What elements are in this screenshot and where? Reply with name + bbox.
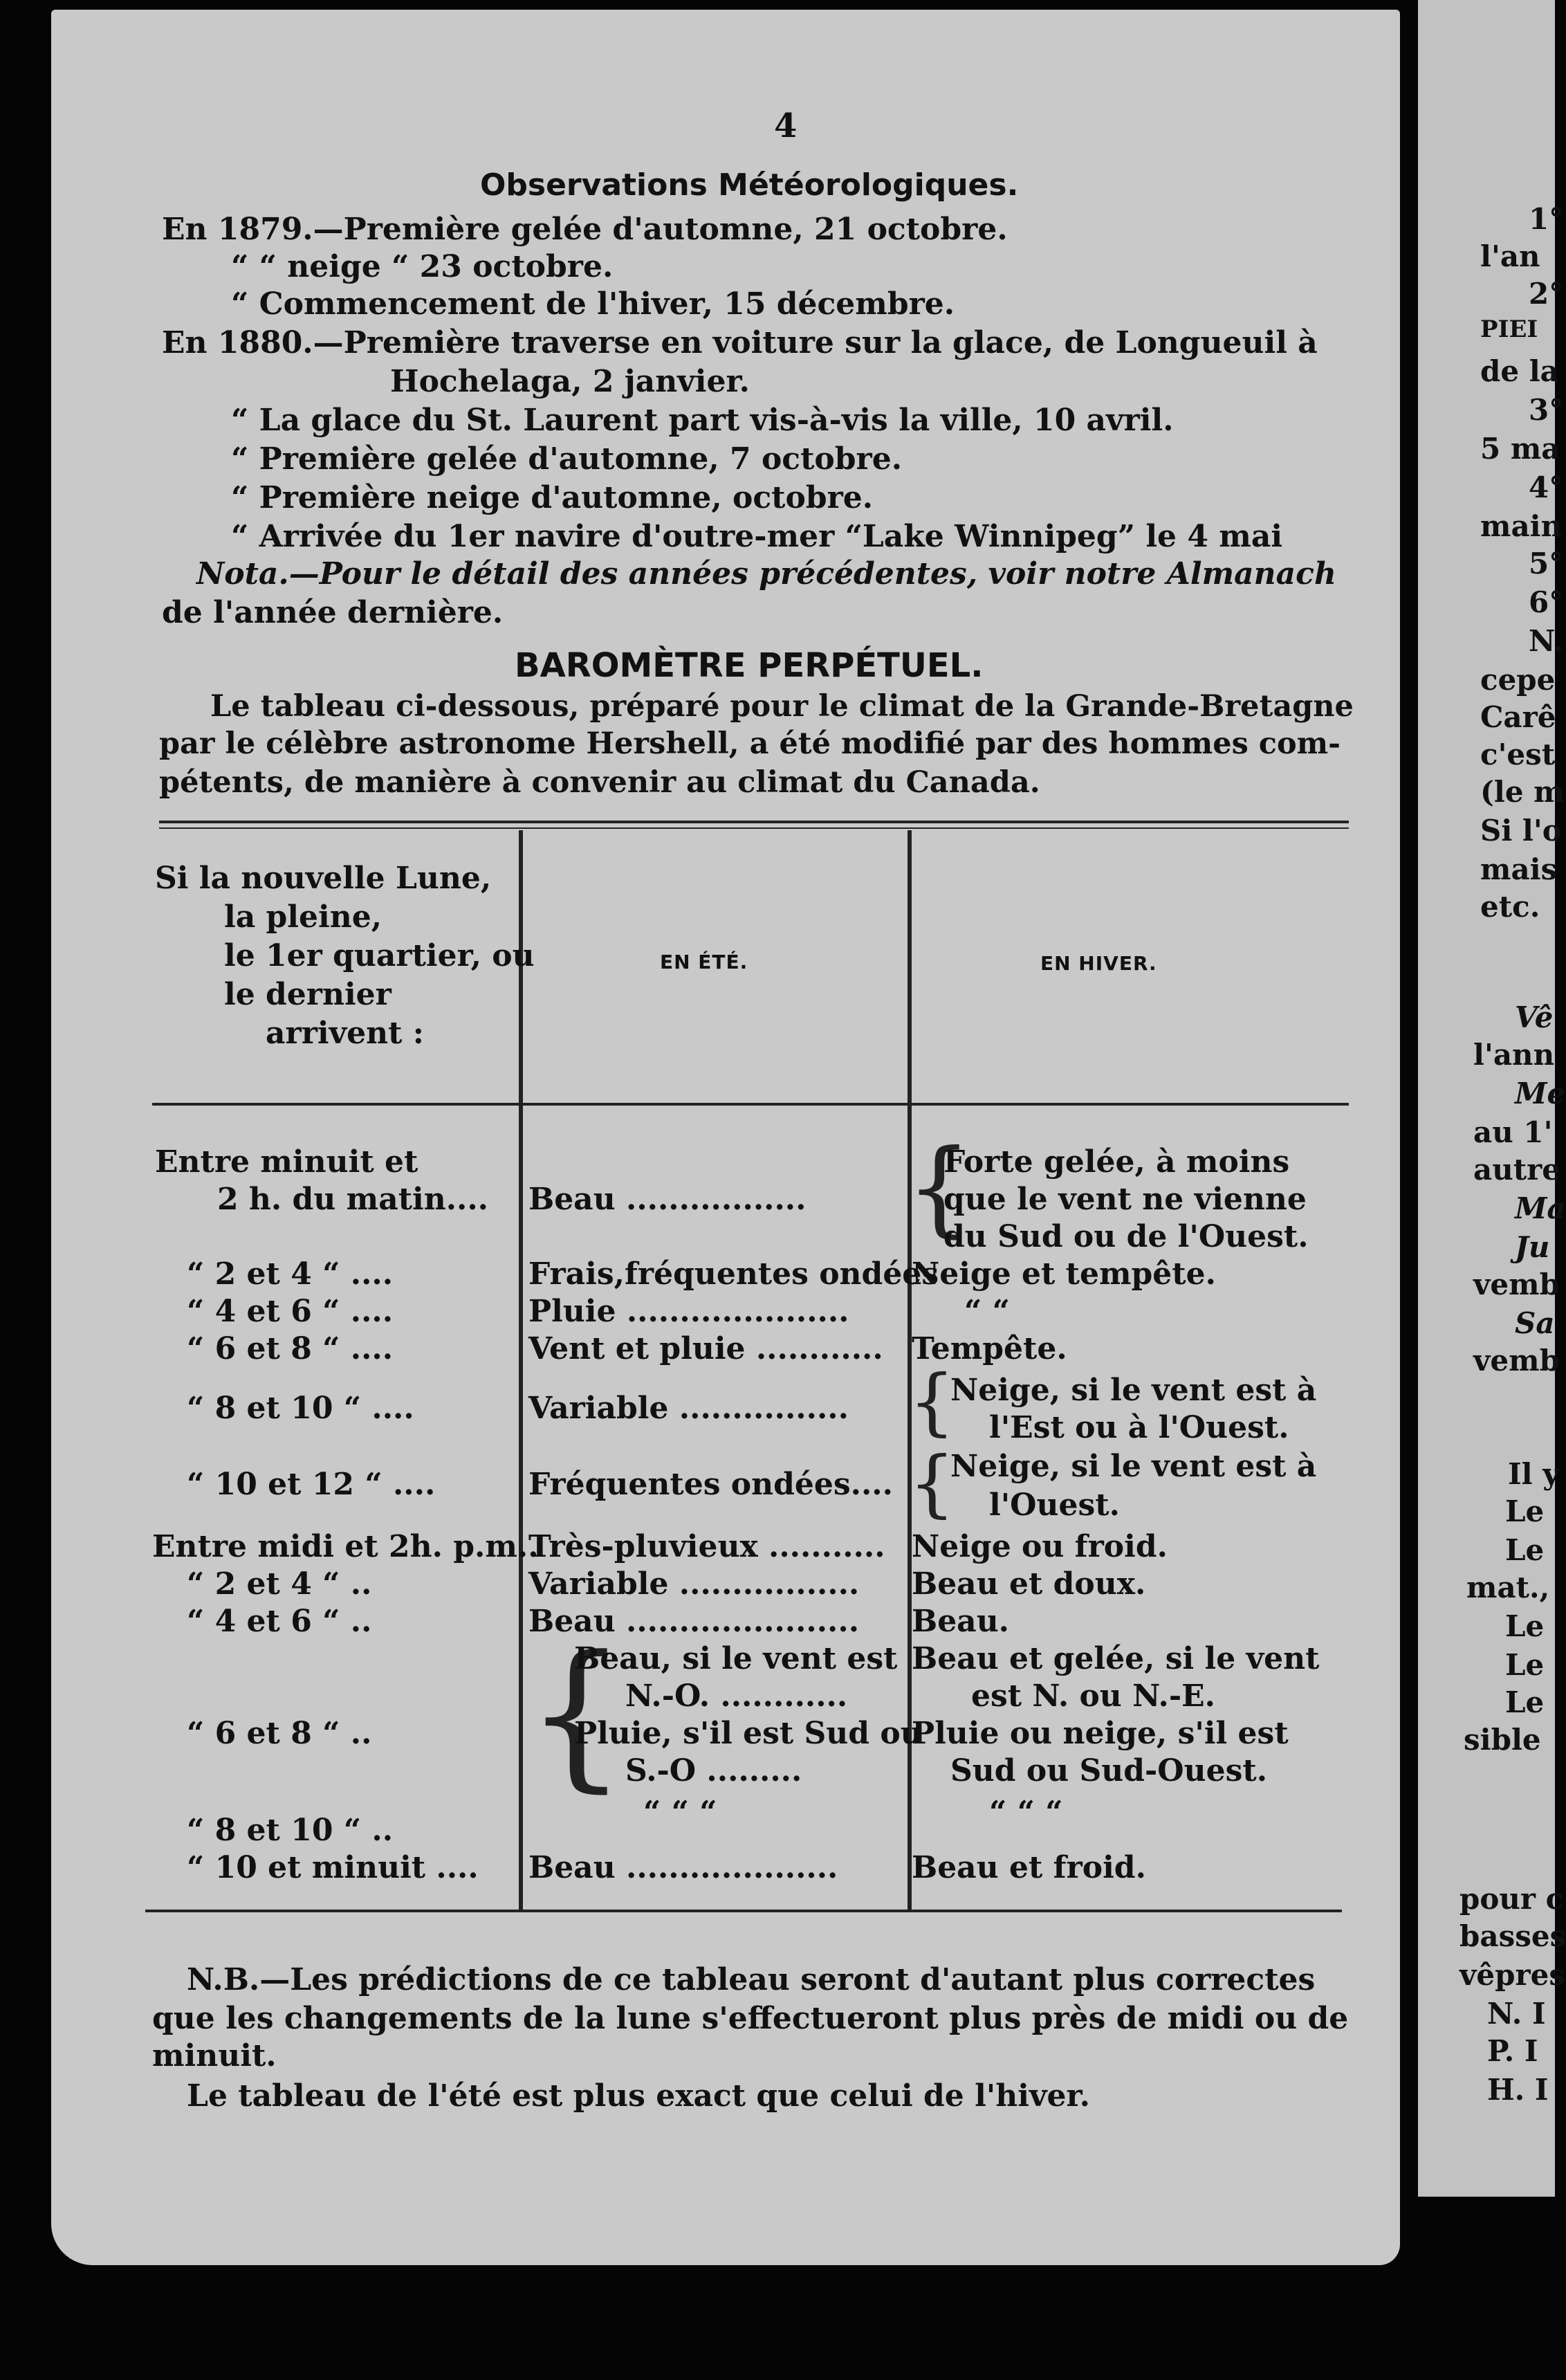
row-ete: Beau ................. [528, 1182, 807, 1217]
fragment-text: 6° [1529, 585, 1564, 619]
observation-line: “ Arrivée du 1er navire d'outre-mer “Lake Winnipeg” le 4 mai [231, 519, 1283, 554]
row-ete: Frais,fréquentes ondées [528, 1256, 939, 1292]
fragment-text: Il y [1508, 1457, 1560, 1491]
footnote-line: que les changements de la lune s'effectueront plus près de midi ou de [152, 2001, 1349, 2036]
brace-icon: { [526, 1622, 627, 1807]
row-ete: Variable ................. [528, 1566, 860, 1602]
row-time: “ 8 et 10 “ .. [187, 1813, 394, 1848]
fragment-text: N. [1529, 624, 1564, 658]
fragment-text: Le [1505, 1494, 1545, 1528]
row-hiver: Neige ou froid. [912, 1529, 1168, 1564]
row-time: “ 4 et 6 “ .. [187, 1604, 372, 1639]
header-left-line: arrivent : [266, 1016, 425, 1051]
row-ete: Variable ................ [528, 1391, 849, 1426]
fragment-text: etc. [1480, 890, 1540, 924]
row-time: “ 6 et 8 “ .. [187, 1716, 372, 1751]
header-rule [152, 1103, 1349, 1106]
fragment-text: N. I [1487, 1997, 1546, 2031]
row-hiver: “ “ “ [989, 1795, 1063, 1830]
footnote-line: minuit. [152, 2038, 277, 2074]
fragment-text: main [1480, 509, 1563, 543]
footnote-line: N.B.—Les prédictions de ce tableau seront d'autant plus correctes [187, 1962, 1316, 1997]
fragment-text: mais [1480, 852, 1558, 886]
row-time: 2 h. du matin.... [217, 1182, 489, 1217]
fragment-text: cepe [1480, 663, 1556, 697]
row-hiver: Beau et doux. [912, 1566, 1146, 1602]
fragment-text: 3° [1529, 393, 1564, 427]
fragment-text: 1° [1529, 202, 1564, 236]
page-number: 4 [774, 107, 798, 145]
observation-line: “ Première neige d'automne, octobre. [231, 480, 874, 515]
row-time: Entre midi et 2h. p.m.. [152, 1529, 539, 1564]
fragment-text: mat., [1466, 1571, 1550, 1604]
observation-line: “ La glace du St. Laurent part vis-à-vis la ville, 10 avril. [231, 403, 1174, 438]
fragment-text: 5° [1529, 547, 1564, 580]
row-hiver: Beau et froid. [912, 1850, 1146, 1885]
fragment-text: vemb [1473, 1344, 1560, 1377]
nota-line: Nota.—Pour le détail des années précédentes, voir notre Almanach [196, 556, 1336, 592]
fragment-text: sible [1464, 1723, 1541, 1757]
intro-line: Le tableau ci-dessous, préparé pour le climat de la Grande-Bretagne [210, 689, 1354, 724]
observation-line: Hochelaga, 2 janvier. [390, 364, 750, 399]
table-top-rule [159, 827, 1349, 829]
observation-line: “ Commencement de l'hiver, 15 décembre. [231, 286, 955, 322]
row-hiver: “ “ [964, 1294, 1010, 1329]
fragment-text: Ma [1515, 1191, 1566, 1225]
row-hiver: l'Est ou à l'Ouest. [989, 1410, 1289, 1445]
row-hiver: que le vent ne vienne [943, 1182, 1307, 1217]
row-time: “ 8 et 10 “ .... [187, 1391, 414, 1426]
row-hiver: Beau. [912, 1604, 1010, 1639]
fragment-text: Le [1505, 1685, 1545, 1719]
row-ete: Fréquentes ondées.... [528, 1467, 893, 1502]
fragment-text: Si l'o [1480, 814, 1562, 848]
intro-line: par le célèbre astronome Hershell, a été modifié par des hommes com- [159, 726, 1341, 761]
row-ete: N.-O. ............ [625, 1678, 848, 1714]
fragment-text: Le [1505, 1648, 1545, 1682]
page-title: Observations Météorologiques. [480, 167, 1019, 203]
row-ete: Vent et pluie ............ [528, 1331, 883, 1366]
row-ete: Beau ...................... [528, 1604, 860, 1639]
fragment-text: 4° [1529, 470, 1564, 504]
fragment-text: P. I [1487, 2034, 1538, 2068]
fragment-text: l'an [1480, 239, 1540, 273]
fragment-text: 2° [1529, 277, 1564, 311]
fragment-text: Carê [1480, 700, 1556, 734]
row-hiver: Tempête. [912, 1331, 1067, 1366]
row-time: “ 2 et 4 “ .. [187, 1566, 372, 1602]
fragment-text: H. I [1487, 2073, 1549, 2107]
fragment-text: basses [1459, 1919, 1566, 1953]
row-hiver: Neige, si le vent est à [950, 1449, 1317, 1484]
fragment-text: pour c [1459, 1882, 1564, 1916]
header-left-line: la pleine, [224, 899, 383, 935]
row-time: “ 10 et 12 “ .... [187, 1467, 436, 1502]
fragment-text: vêpres [1459, 1958, 1565, 1992]
fragment-text: 5 ma [1480, 432, 1560, 466]
fragment-text: Vê [1515, 1000, 1554, 1034]
row-ete: Beau .................... [528, 1850, 838, 1885]
footnote-line: Le tableau de l'été est plus exact que celui de l'hiver. [187, 2078, 1090, 2114]
header-left-line: le 1er quartier, ou [224, 938, 535, 973]
row-hiver: du Sud ou de l'Ouest. [943, 1219, 1309, 1254]
table-bottom-rule [145, 1910, 1342, 1912]
document-page [51, 10, 1400, 2265]
fragment-text: Sa [1515, 1306, 1555, 1340]
fragment-text: Me [1515, 1077, 1566, 1110]
fragment-text: l'ann [1473, 1038, 1555, 1072]
row-hiver: l'Ouest. [989, 1488, 1120, 1523]
row-hiver: Beau et gelée, si le vent [912, 1641, 1320, 1676]
nota-line: de l'année dernière. [162, 595, 504, 630]
row-hiver: Sud ou Sud-Ouest. [950, 1753, 1268, 1788]
row-ete: Pluie ..................... [528, 1294, 849, 1329]
fragment-text: PIEI [1480, 315, 1538, 343]
header-left-line: Si la nouvelle Lune, [155, 861, 492, 896]
row-hiver: Pluie ou neige, s'il est [912, 1716, 1289, 1751]
header-ete: EN ÉTÉ. [660, 951, 748, 973]
fragment-text: vemb [1473, 1267, 1560, 1301]
row-time: “ 4 et 6 “ .... [187, 1294, 394, 1329]
intro-line: pétents, de manière à convenir au climat du Canada. [159, 765, 1040, 800]
observation-line: “ Première gelée d'automne, 7 octobre. [231, 441, 903, 477]
fragment-text: Ju [1515, 1230, 1550, 1264]
row-ete: Beau, si le vent est [574, 1641, 898, 1676]
fragment-text: au 1' [1473, 1115, 1553, 1149]
row-hiver: Neige, si le vent est à [950, 1373, 1317, 1408]
fragment-text: c'est [1480, 738, 1556, 771]
barometre-title: BAROMÈTRE PERPÉTUEL. [515, 646, 984, 685]
brace-icon: { [906, 1128, 973, 1248]
fragment-text: autre [1473, 1153, 1560, 1187]
fragment-text: (le m [1480, 775, 1565, 809]
row-time: “ 6 et 8 “ .... [187, 1331, 394, 1366]
row-hiver: est N. ou N.-E. [971, 1678, 1215, 1714]
row-hiver: Forte gelée, à moins [943, 1144, 1290, 1180]
row-time: “ 2 et 4 “ .... [187, 1256, 394, 1292]
fragment-text: de la [1480, 354, 1559, 388]
observation-line: En 1879.—Première gelée d'automne, 21 octobre. [162, 212, 1008, 247]
header-hiver: EN HIVER. [1040, 952, 1157, 975]
table-top-rule [159, 821, 1349, 823]
brace-icon: { [909, 1441, 955, 1526]
row-time: “ 10 et minuit .... [187, 1850, 479, 1885]
row-time: Entre minuit et [155, 1144, 418, 1180]
row-ete: Pluie, s'il est Sud ou [574, 1716, 923, 1751]
observation-line: En 1880.—Première traverse en voiture sur la glace, de Longueuil à [162, 325, 1318, 360]
brace-icon: { [909, 1360, 955, 1444]
fragment-text: Le [1505, 1609, 1545, 1643]
row-ete: S.-O ......... [625, 1753, 802, 1788]
row-ete: Très-pluvieux ........... [528, 1529, 885, 1564]
column-divider [519, 830, 523, 1910]
fragment-text: Le [1505, 1533, 1545, 1567]
header-left-line: le dernier [224, 977, 392, 1012]
observation-line: “ “ neige “ 23 octobre. [231, 249, 614, 284]
row-hiver: Neige et tempête. [912, 1256, 1216, 1292]
row-ete: “ “ “ [643, 1795, 717, 1830]
adjacent-page-edge [1418, 0, 1566, 2197]
